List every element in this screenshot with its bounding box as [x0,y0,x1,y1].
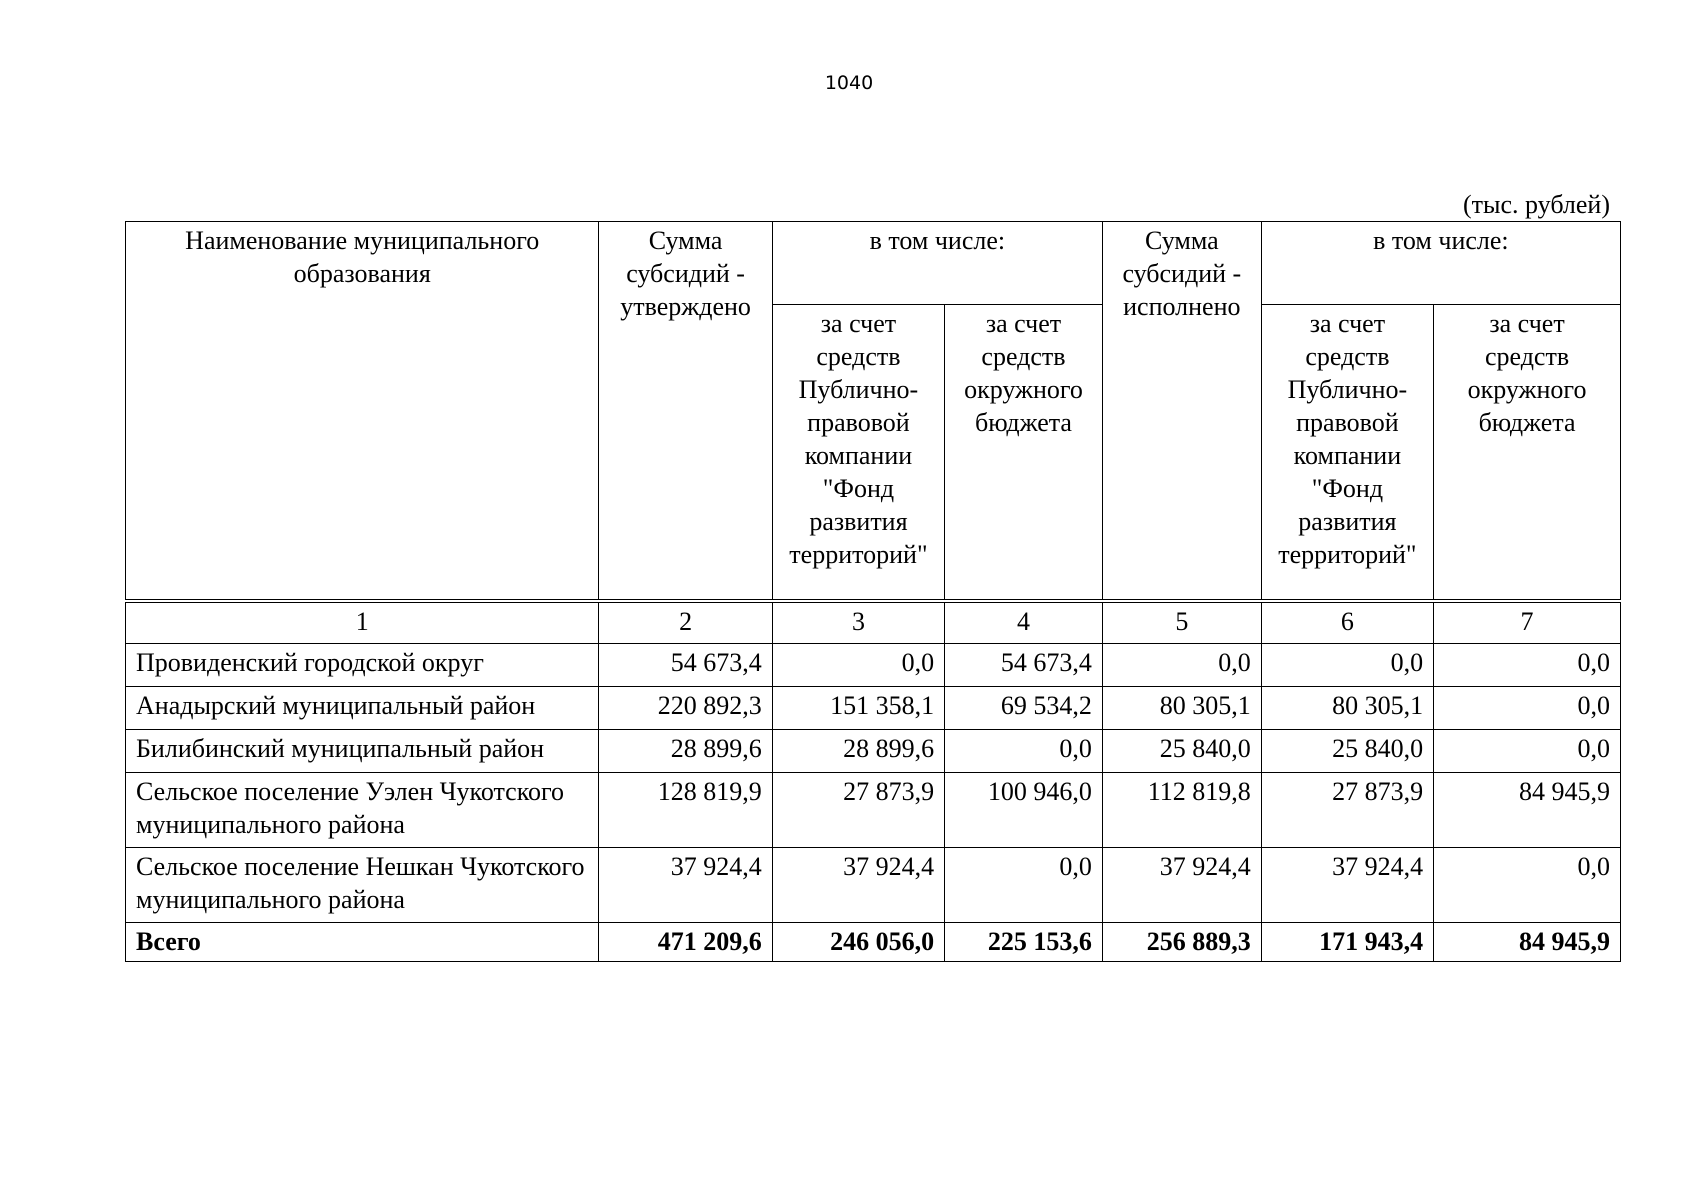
header-including-approved: в том числе: [772,222,1102,305]
table-row [126,730,1621,773]
total-value: 84 945,9 [1434,923,1621,962]
value-cell: 80 305,1 [1102,687,1261,730]
table-row [126,848,1621,923]
page-number: 1040 [824,72,874,94]
value-cell: 37 924,4 [772,848,944,923]
value-cell: 220 892,3 [599,687,772,730]
value-cell: 112 819,8 [1102,773,1261,848]
column-number-row [126,601,1621,644]
value-cell: 54 673,4 [945,644,1103,687]
value-cell: 28 899,6 [599,730,772,773]
value-cell: 80 305,1 [1261,687,1433,730]
header-fund-executed: за счет средств Публично-правовой компании "Фонд развития территорий" [1261,305,1433,602]
value-cell: 0,0 [772,644,944,687]
total-row [126,923,1621,962]
table-row [126,687,1621,730]
table-row [126,773,1621,848]
column-number: 4 [945,601,1103,644]
value-cell: 37 924,4 [599,848,772,923]
value-cell: 100 946,0 [945,773,1103,848]
value-cell: 25 840,0 [1102,730,1261,773]
total-value: 225 153,6 [945,923,1103,962]
value-cell: 151 358,1 [772,687,944,730]
value-cell: 0,0 [1261,644,1433,687]
header-including-executed: в том числе: [1261,222,1620,305]
municipality-name: Сельское поселение Уэлен Чукотского муниципального района [126,773,599,848]
value-cell: 128 819,9 [599,773,772,848]
value-cell: 0,0 [1434,644,1621,687]
value-cell: 0,0 [945,730,1103,773]
total-value: 171 943,4 [1261,923,1433,962]
value-cell: 69 534,2 [945,687,1103,730]
total-label: Всего [126,923,599,962]
column-number: 5 [1102,601,1261,644]
header-row-top [126,222,1621,305]
total-value: 246 056,0 [772,923,944,962]
value-cell: 0,0 [945,848,1103,923]
table-row [126,644,1621,687]
header-budget-approved: за счет средств окружного бюджета [945,305,1103,602]
value-cell: 27 873,9 [772,773,944,848]
value-cell: 27 873,9 [1261,773,1433,848]
header-executed: Сумма субсидий - исполнено [1102,222,1261,602]
value-cell: 0,0 [1434,730,1621,773]
value-cell: 0,0 [1434,687,1621,730]
value-cell: 37 924,4 [1261,848,1433,923]
header-name: Наименование муниципального образования [126,222,599,602]
municipality-name: Анадырский муниципальный район [126,687,599,730]
column-number: 6 [1261,601,1433,644]
value-cell: 54 673,4 [599,644,772,687]
column-number: 2 [599,601,772,644]
value-cell: 0,0 [1434,848,1621,923]
total-value: 471 209,6 [599,923,772,962]
header-budget-executed: за счет средств окружного бюджета [1434,305,1621,602]
value-cell: 0,0 [1102,644,1261,687]
units-label: (тыс. рублей) [1462,190,1610,219]
subsidy-table [125,221,1621,962]
value-cell: 37 924,4 [1102,848,1261,923]
value-cell: 84 945,9 [1434,773,1621,848]
total-value: 256 889,3 [1102,923,1261,962]
column-number: 7 [1434,601,1621,644]
municipality-name: Сельское поселение Нешкан Чукотского муниципального района [126,848,599,923]
header-approved: Сумма субсидий - утверждено [599,222,772,602]
column-number: 3 [772,601,944,644]
municipality-name: Билибинский муниципальный район [126,730,599,773]
value-cell: 25 840,0 [1261,730,1433,773]
column-number: 1 [126,601,599,644]
value-cell: 28 899,6 [772,730,944,773]
municipality-name: Провиденский городской округ [126,644,599,687]
header-fund-approved: за счет средств Публично-правовой компании "Фонд развития территорий" [772,305,944,602]
